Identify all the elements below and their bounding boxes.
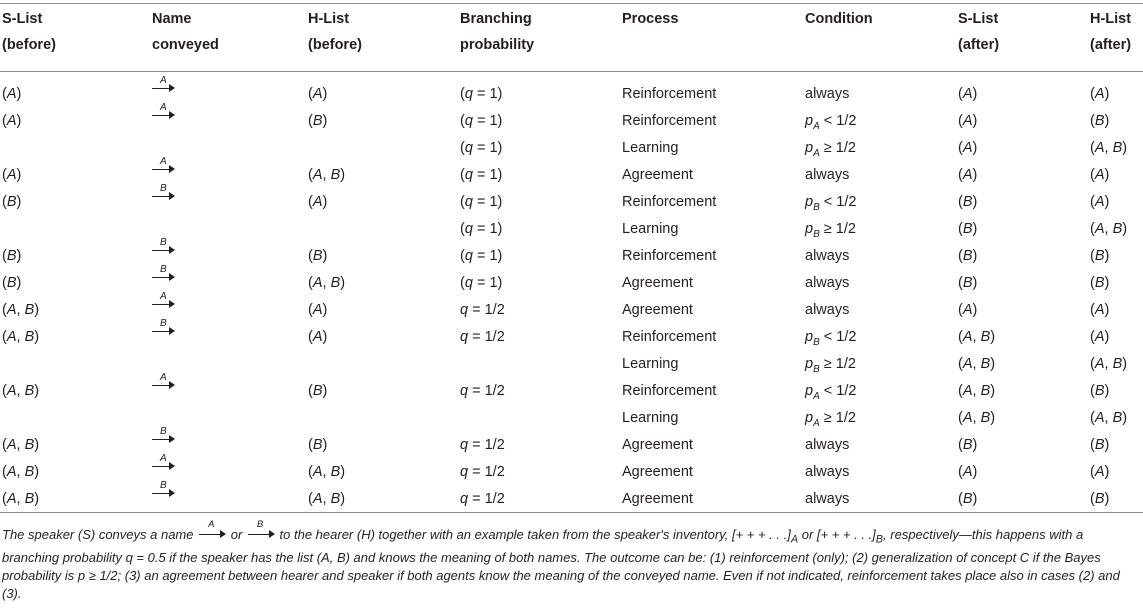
name-arrow-icon: A xyxy=(152,79,176,95)
cell-branching-probability: q = 1/2 xyxy=(460,491,505,507)
header-condition: Condition xyxy=(805,11,873,27)
cell-branching-probability: q = 1/2 xyxy=(460,437,505,453)
header-process: Process xyxy=(622,11,679,27)
table-top-rule xyxy=(0,3,1143,4)
cell-s-list-before: (A, B) xyxy=(2,437,40,453)
cell-h-list-after: (A) xyxy=(1090,329,1110,345)
cell-process: Reinforcement xyxy=(622,329,717,345)
cell-h-list-before: (B) xyxy=(308,383,328,399)
cell-process: Reinforcement xyxy=(622,248,717,264)
caption-text-or2: or [+ + + . . .] xyxy=(801,527,876,542)
cell-h-list-before: (A) xyxy=(308,86,328,102)
header-s-list-after: S-List (after) xyxy=(958,11,1000,53)
cell-h-list-before: (A) xyxy=(308,302,328,318)
name-arrow-icon: B xyxy=(152,241,176,257)
cell-s-list-before: (A, B) xyxy=(2,302,40,318)
cell-branching-probability: q = 1/2 xyxy=(460,464,505,480)
name-arrow-icon: A xyxy=(152,295,176,311)
cell-s-list-after: (A) xyxy=(958,140,978,156)
cell-condition: always xyxy=(805,248,850,264)
cell-s-list-after: (B) xyxy=(958,491,978,507)
cell-h-list-before: (A, B) xyxy=(308,167,346,183)
cell-process: Learning xyxy=(622,140,679,156)
cell-s-list-before: (A, B) xyxy=(2,464,40,480)
caption-text-3: , respectively—this happens with a branching probability q = 0.5 if the speaker has the list (A, B) and knows the meaning of both names. The outcome can be: (1) reinforcement (only); (2) generalization of concept C if the Bayes probability is p ≥ 1/2; (3) an agreement between hearer and speaker if both agents know the meaning of the conveyed name. Even if not indicated, reinforcement takes place also in cases (2) and (3). xyxy=(2,527,1120,601)
cell-condition: always xyxy=(805,275,850,291)
cell-s-list-after: (A, B) xyxy=(958,356,996,372)
cell-branching-probability: (q = 1) xyxy=(460,86,503,102)
cell-condition: $p_B < 1/2$ xyxy=(805,329,857,348)
name-arrow-icon: B xyxy=(152,187,176,203)
cell-s-list-after: (A) xyxy=(958,302,978,318)
cell-h-list-before: (A, B) xyxy=(308,464,346,480)
cell-condition: always xyxy=(805,464,850,480)
cell-s-list-before: (A) xyxy=(2,86,22,102)
cell-h-list-after: (A, B) xyxy=(1090,140,1128,156)
cell-branching-probability: q = 1/2 xyxy=(460,329,505,345)
cell-process: Learning xyxy=(622,356,679,372)
cell-branching-probability: (q = 1) xyxy=(460,113,503,129)
caption-sub-a: A xyxy=(790,533,799,546)
cell-s-list-before: (A) xyxy=(2,113,22,129)
cell-h-list-before: (A, B) xyxy=(308,491,346,507)
cell-s-list-after: (A, B) xyxy=(958,383,996,399)
cell-h-list-before: (B) xyxy=(308,248,328,264)
cell-branching-probability: (q = 1) xyxy=(460,194,503,210)
cell-process: Agreement xyxy=(622,167,693,183)
cell-process: Learning xyxy=(622,410,679,426)
cell-s-list-before: (A, B) xyxy=(2,383,40,399)
cell-condition: $p_B < 1/2$ xyxy=(805,194,857,213)
cell-h-list-before: (B) xyxy=(308,113,328,129)
cell-branching-probability: (q = 1) xyxy=(460,275,503,291)
caption-arrow-a-icon: A xyxy=(197,526,227,540)
name-arrow-icon: B xyxy=(152,322,176,338)
cell-condition: always xyxy=(805,491,850,507)
cell-s-list-after: (A) xyxy=(958,86,978,102)
caption-text-1: The speaker (S) conveys a name xyxy=(2,527,194,542)
cell-s-list-after: (A) xyxy=(958,113,978,129)
header-bottom-rule xyxy=(0,71,1143,72)
cell-condition: $p_B \ge 1/2$ xyxy=(805,221,856,240)
cell-s-list-before: (A) xyxy=(2,167,22,183)
cell-condition: always xyxy=(805,437,850,453)
cell-branching-probability: (q = 1) xyxy=(460,167,503,183)
caption-arrow-b-icon: B xyxy=(246,526,276,540)
header-h-list-before: H-List (before) xyxy=(308,11,362,53)
cell-h-list-after: (A) xyxy=(1090,194,1110,210)
name-arrow-icon: B xyxy=(152,268,176,284)
cell-s-list-after: (B) xyxy=(958,194,978,210)
cell-s-list-after: (B) xyxy=(958,275,978,291)
cell-s-list-after: (A, B) xyxy=(958,329,996,345)
name-arrow-icon: A xyxy=(152,457,176,473)
cell-h-list-after: (A) xyxy=(1090,167,1110,183)
name-arrow-icon: A xyxy=(152,160,176,176)
cell-condition: $p_A \ge 1/2$ xyxy=(805,140,856,159)
cell-s-list-before: (A, B) xyxy=(2,491,40,507)
header-name-conveyed: Name conveyed xyxy=(152,11,219,53)
name-arrow-icon: A xyxy=(152,106,176,122)
cell-h-list-after: (A, B) xyxy=(1090,410,1128,426)
cell-h-list-before: (A) xyxy=(308,194,328,210)
cell-process: Reinforcement xyxy=(622,86,717,102)
cell-branching-probability: (q = 1) xyxy=(460,140,503,156)
header-h-list-after: H-List (after) xyxy=(1090,11,1132,53)
cell-s-list-before: (B) xyxy=(2,194,22,210)
cell-condition: always xyxy=(805,302,850,318)
cell-process: Agreement xyxy=(622,302,693,318)
cell-process: Learning xyxy=(622,221,679,237)
cell-condition: $p_B \ge 1/2$ xyxy=(805,356,856,375)
cell-h-list-after: (A) xyxy=(1090,86,1110,102)
cell-condition: always xyxy=(805,167,850,183)
cell-h-list-after: (A, B) xyxy=(1090,356,1128,372)
header-s-list-before: S-List (before) xyxy=(2,11,56,53)
cell-s-list-after: (A, B) xyxy=(958,410,996,426)
cell-h-list-after: (A, B) xyxy=(1090,221,1128,237)
cell-process: Reinforcement xyxy=(622,113,717,129)
cell-h-list-after: (B) xyxy=(1090,248,1110,264)
name-arrow-icon: B xyxy=(152,484,176,500)
caption-sub-b: B xyxy=(875,533,884,546)
cell-s-list-before: (A, B) xyxy=(2,329,40,345)
cell-branching-probability: q = 1/2 xyxy=(460,302,505,318)
cell-process: Agreement xyxy=(622,491,693,507)
cell-s-list-after: (B) xyxy=(958,221,978,237)
cell-s-list-after: (B) xyxy=(958,437,978,453)
cell-process: Reinforcement xyxy=(622,383,717,399)
cell-s-list-before: (B) xyxy=(2,248,22,264)
cell-process: Agreement xyxy=(622,437,693,453)
cell-s-list-before: (B) xyxy=(2,275,22,291)
cell-h-list-after: (A) xyxy=(1090,464,1110,480)
header-branching-probability: Branching probability xyxy=(460,11,535,53)
cell-h-list-after: (B) xyxy=(1090,437,1110,453)
cell-branching-probability: q = 1/2 xyxy=(460,383,505,399)
caption-text-2: to the hearer (H) together with an example taken from the speaker's inventory, [+ + + . . .] xyxy=(279,527,791,542)
cell-branching-probability: (q = 1) xyxy=(460,221,503,237)
caption-or: or xyxy=(230,527,243,542)
cell-h-list-after: (B) xyxy=(1090,113,1110,129)
cell-condition: $p_A < 1/2$ xyxy=(805,383,857,402)
cell-process: Agreement xyxy=(622,464,693,480)
cell-condition: $p_A < 1/2$ xyxy=(805,113,857,132)
cell-s-list-after: (B) xyxy=(958,248,978,264)
cell-process: Agreement xyxy=(622,275,693,291)
cell-condition: $p_A \ge 1/2$ xyxy=(805,410,856,429)
table-caption xyxy=(2,519,1142,603)
cell-h-list-after: (B) xyxy=(1090,491,1110,507)
table-bottom-rule xyxy=(0,512,1143,513)
cell-h-list-before: (B) xyxy=(308,437,328,453)
cell-s-list-after: (A) xyxy=(958,464,978,480)
cell-condition: always xyxy=(805,86,850,102)
cell-h-list-after: (B) xyxy=(1090,383,1110,399)
name-arrow-icon: B xyxy=(152,430,176,446)
cell-h-list-before: (A, B) xyxy=(308,275,346,291)
cell-h-list-after: (B) xyxy=(1090,275,1110,291)
cell-h-list-before: (A) xyxy=(308,329,328,345)
cell-s-list-after: (A) xyxy=(958,167,978,183)
name-arrow-icon: A xyxy=(152,376,176,392)
cell-h-list-after: (A) xyxy=(1090,302,1110,318)
cell-branching-probability: (q = 1) xyxy=(460,248,503,264)
cell-process: Reinforcement xyxy=(622,194,717,210)
